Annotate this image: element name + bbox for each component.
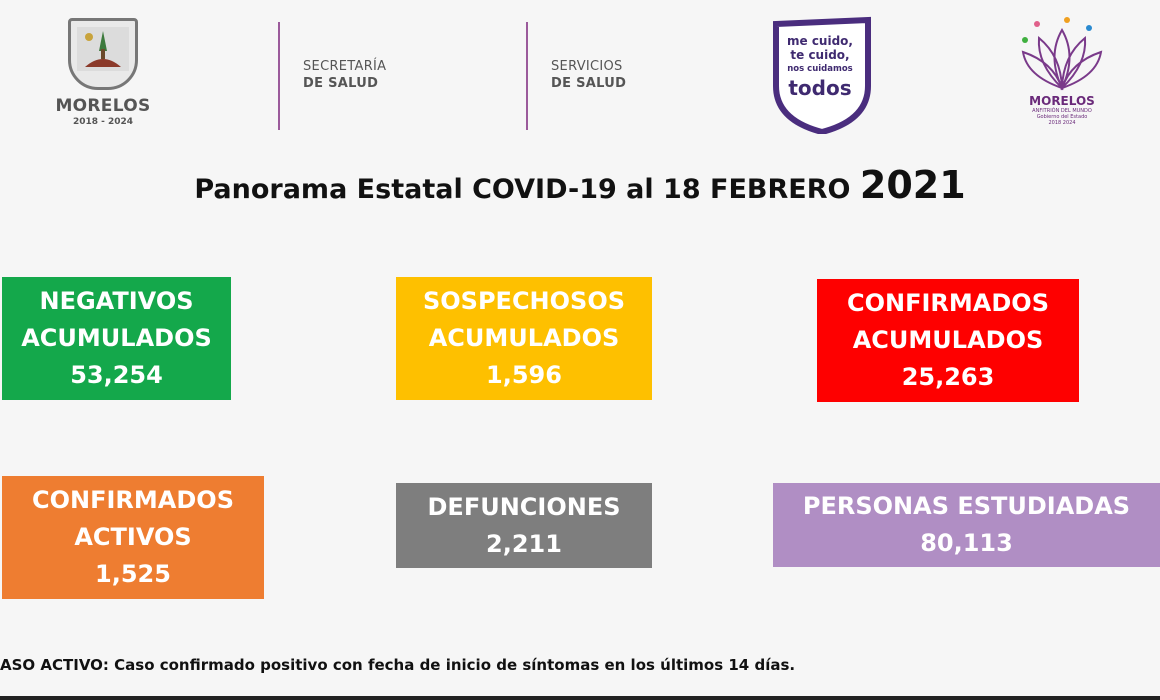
stat-value: 1,596 — [486, 361, 562, 389]
secretaria-de-salud-logo — [303, 58, 386, 92]
title-text: Panorama Estatal COVID-19 al 18 FEBRERO — [194, 174, 860, 205]
gov-logo-sub1: Gobierno del Estado — [1036, 114, 1088, 120]
stat-value: 25,263 — [901, 363, 995, 391]
stat-box-sospechosos — [396, 277, 652, 400]
stat-value: 2,211 — [486, 529, 562, 558]
stat-label: NEGATIVOS ACUMULADOS — [21, 287, 212, 352]
morelos-state-logo — [48, 18, 158, 133]
campaign-badge — [768, 16, 876, 134]
stat-value: 53,254 — [70, 361, 163, 389]
gov-logo-sub2: 2018 2024 — [1048, 120, 1076, 126]
state-logo-name: MORELOS — [55, 96, 151, 116]
state-crest-icon — [68, 18, 138, 90]
header-divider — [526, 22, 528, 130]
footnote: ASO ACTIVO: Caso confirmado positivo con fecha de inicio de síntomas en los últimos 14 días. — [0, 656, 796, 674]
campaign-line1: me cuido, — [787, 34, 853, 48]
header-divider — [278, 22, 280, 130]
stat-box-negativos — [2, 277, 231, 400]
gov-logo-tagline: ANFITRIÓN DEL MUNDO — [1032, 108, 1092, 114]
lotus-flower-icon — [1017, 16, 1107, 92]
stat-box-defunciones — [396, 483, 652, 568]
gov-logo-name: MORELOS — [1029, 94, 1095, 108]
campaign-line4: todos — [788, 76, 852, 100]
stat-box-confirmados-activos — [2, 476, 264, 599]
bottom-divider — [0, 696, 1160, 700]
campaign-line2: te cuido, — [790, 48, 850, 62]
servicios-line2: DE SALUD — [551, 76, 627, 91]
stat-value: 80,113 — [920, 529, 1013, 557]
state-logo-years: 2018 - 2024 — [72, 117, 134, 127]
stat-label: CONFIRMADOS ACUMULADOS — [847, 289, 1049, 354]
stat-value: 1,525 — [95, 560, 171, 588]
secretaria-line1: SECRETARÍA — [303, 59, 387, 74]
title-year: 2021 — [859, 163, 966, 207]
stat-label: DEFUNCIONES — [427, 492, 621, 521]
secretaria-line2: DE SALUD — [303, 76, 379, 91]
stat-box-confirmados-acumulados — [817, 279, 1079, 402]
page-title — [0, 163, 1160, 207]
servicios-line1: SERVICIOS — [551, 59, 623, 74]
servicios-de-salud-logo — [551, 58, 626, 92]
stat-label: CONFIRMADOS ACTIVOS — [32, 486, 234, 551]
stat-label: SOSPECHOSOS ACUMULADOS — [422, 287, 626, 352]
stat-box-personas-estudiadas — [773, 483, 1160, 567]
morelos-government-logo — [1012, 16, 1112, 136]
stat-label: PERSONAS ESTUDIADAS — [802, 492, 1131, 520]
campaign-line3: nos cuidamos — [787, 64, 853, 74]
